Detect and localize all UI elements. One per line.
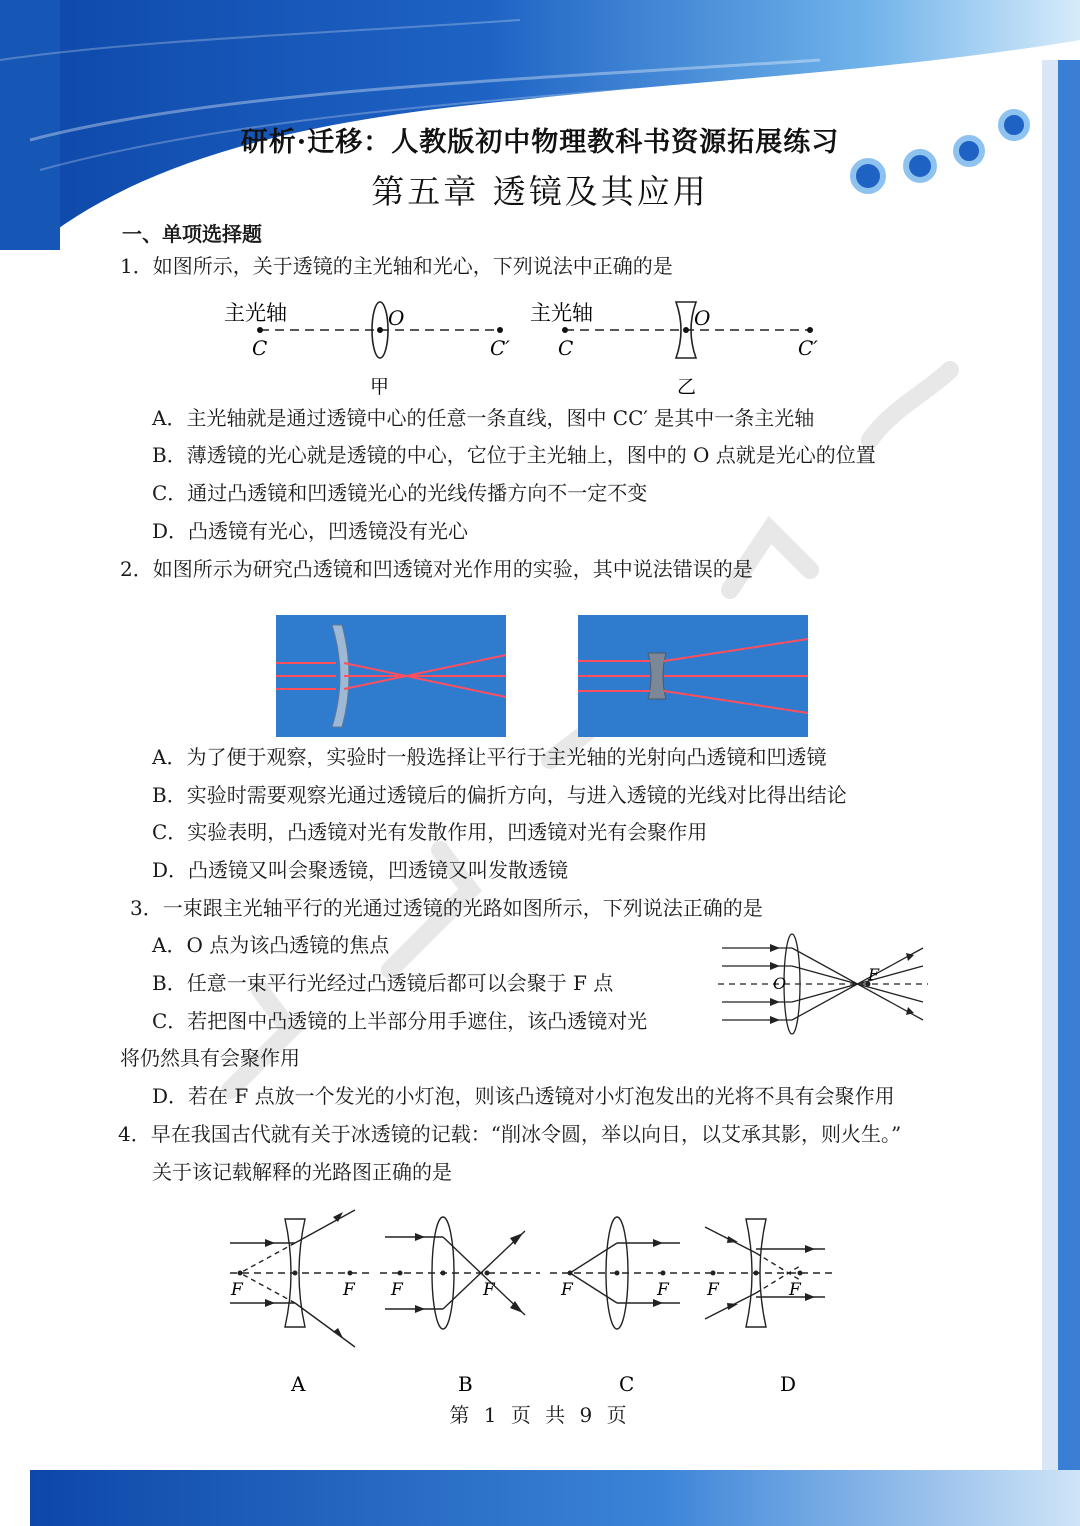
figure1-point-o-right: O <box>694 306 711 330</box>
page-indicator: 第 1 页 共 9 页 <box>449 1403 631 1427</box>
figure1-axis-label-left: 主光轴 <box>224 301 287 325</box>
figure-label-c: C <box>619 1372 635 1395</box>
question-3-option-d: D．若在 F 点放一个发光的小灯泡，则该凸透镜对小灯泡发出的光将不具有会聚作用 <box>152 1084 895 1108</box>
figD-focus-right: F <box>789 1280 801 1300</box>
figure-label-a: A <box>291 1372 306 1395</box>
section-heading: 一、单项选择题 <box>122 222 262 246</box>
chapter-title: 第五章 透镜及其应用 <box>371 172 709 211</box>
figA-focus-left: F <box>231 1280 243 1300</box>
question-1-option-a: A．主光轴就是通过透镜中心的任意一条直线，图中 CC′ 是其中一条主光轴 <box>152 406 815 430</box>
question-1-option-c: C．通过凸透镜和凹透镜光心的光线传播方向不一定不变 <box>152 481 648 505</box>
question-4-stem: 4．早在我国古代就有关于冰透镜的记载：“削冰令圆，举以向日，以艾承其影，则火生。” <box>118 1122 902 1146</box>
question-2-option-b: B．实验时需要观察光通过透镜后的偏折方向，与进入透镜的光线对比得出结论 <box>152 783 847 807</box>
figure3-point-f: F <box>868 965 880 984</box>
question-3-option-c-continued: 将仍然具有会聚作用 <box>120 1046 300 1070</box>
figure-label-b: B <box>458 1372 473 1395</box>
figD-focus-left: F <box>707 1280 719 1300</box>
figC-focus-right: F <box>657 1280 669 1300</box>
question-3-option-c: C．若把图中凸透镜的上半部分用手遮住，该凸透镜对光 <box>152 1009 648 1033</box>
figure1-point-c-right: C <box>558 336 574 360</box>
figure-label-d: D <box>780 1372 797 1395</box>
question-1-option-d: D．凸透镜有光心，凹透镜没有光心 <box>152 519 469 543</box>
concave-lens-experiment-photo <box>578 615 808 737</box>
figure1-caption-left: 甲 <box>370 376 390 398</box>
figC-focus-left: F <box>561 1280 573 1300</box>
figure1-caption-right: 乙 <box>677 376 697 398</box>
figure1-point-c-left: C <box>252 336 268 360</box>
question-2-option-c: C．实验表明，凸透镜对光有发散作用，凹透镜对光有会聚作用 <box>152 820 708 844</box>
question-2-option-d: D．凸透镜又叫会聚透镜，凹透镜又叫发散透镜 <box>152 858 569 882</box>
figure1-point-cprime-right: C′ <box>798 336 818 360</box>
footer-band-decoration <box>30 1470 1080 1526</box>
question-3-option-b: B．任意一束平行光经过凸透镜后都可以会聚于 F 点 <box>152 971 614 995</box>
question-1-figure <box>220 295 840 400</box>
question-4-stem-line2: 关于该记载解释的光路图正确的是 <box>152 1160 452 1184</box>
question-1-option-b: B．薄透镜的光心就是透镜的中心，它位于主光轴上，图中的 O 点就是光心的位置 <box>152 443 876 467</box>
figB-focus-left: F <box>391 1280 403 1300</box>
question-3-lens-figure <box>718 928 933 1040</box>
question-2-option-a: A．为了便于观察，实验时一般选择让平行于主光轴的光射向凸透镜和凹透镜 <box>152 745 827 769</box>
question-2-stem: 2．如图所示为研究凸透镜和凹透镜对光作用的实验，其中说法错误的是 <box>120 557 753 581</box>
figB-focus-right: F <box>483 1280 495 1300</box>
convex-lens-experiment-photo <box>276 615 506 737</box>
document-title: 研析·迁移：人教版初中物理教科书资源拓展练习 <box>240 127 840 158</box>
figure1-axis-label-right: 主光轴 <box>530 301 593 325</box>
question-3-stem: 3．一束跟主光轴平行的光通过透镜的光路如图所示，下列说法正确的是 <box>130 896 763 920</box>
figure1-point-o-left: O <box>388 306 405 330</box>
figA-focus-right: F <box>343 1280 355 1300</box>
figure3-point-o: O <box>773 974 787 993</box>
figure1-point-cprime-left: C′ <box>490 336 510 360</box>
question-4-ray-diagrams <box>225 1205 840 1395</box>
question-3-option-a: A．O 点为该凸透镜的焦点 <box>152 933 390 957</box>
question-1-stem: 1．如图所示，关于透镜的主光轴和光心，下列说法中正确的是 <box>120 254 673 278</box>
